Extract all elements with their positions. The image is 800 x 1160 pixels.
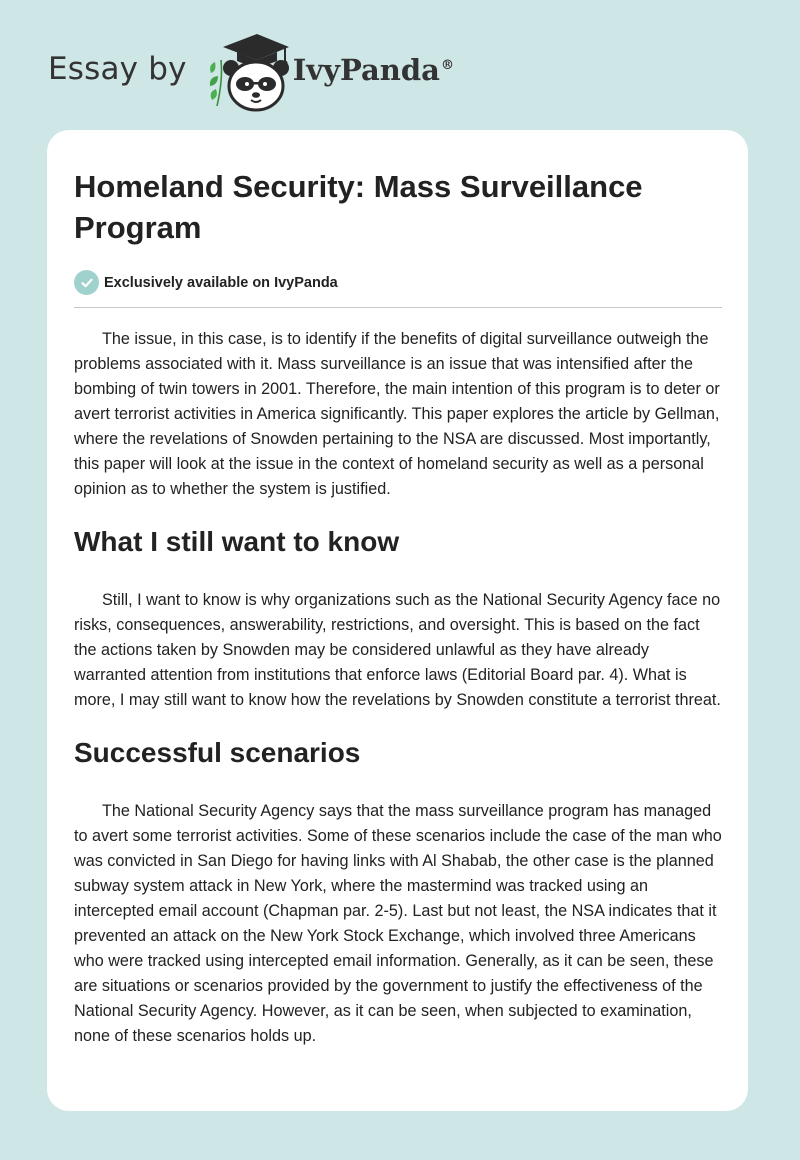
page-title: Homeland Security: Mass Surveillance Program xyxy=(74,169,643,245)
section-heading-successful-scenarios: Successful scenarios xyxy=(74,737,361,768)
section-paragraph-still-want-to-know: Still, I want to know is why organizations such as the National Security Agency face no risks, consequences, answerability, restrictions, and oversight. This is based on the fact the actions taken by Snowden may be considered unlawful as they have already warranted attention from institutions that enforce laws (Editorial Board par. 4). What is more, I may still want to know how the revelations by Snowden constitute a terrorist threat. xyxy=(74,591,721,709)
ivypanda-logo-icon xyxy=(201,32,291,112)
brand-prefix: Essay by xyxy=(48,51,187,87)
essay-card xyxy=(47,130,748,1111)
check-icon xyxy=(74,270,99,295)
exclusive-badge xyxy=(74,270,722,308)
exclusive-badge-label: Exclusively available on IvyPanda xyxy=(104,274,338,291)
intro-paragraph: The issue, in this case, is to identify if the benefits of digital surveillance outweigh the problems associated with it. Mass surveillance is an issue that was intensified after the bombing of twin towers in 2001. Therefore, the main intention of this program is to deter or avert terrorist activities in America significantly. This paper explores the article by Gellman, where the revelations of Snowden pertaining to the NSA are discussed. Most importantly, this paper will look at the issue in the context of homeland security as well as a personal opinion as to whether the system is justified. xyxy=(74,330,720,498)
brand-name: IvyPanda® xyxy=(292,53,454,87)
registered-mark: ® xyxy=(440,58,454,74)
section-paragraph-successful-scenarios: The National Security Agency says that the mass surveillance program has managed to avert some terrorist activities. Some of these scenarios include the case of the man who was convicted in San Diego for having links with Al Shabab, the other case is the planned subway system attack in New York, where the mastermind was tracked using an intercepted email account (Chapman par. 2-5). Last but not least, the NSA indicates that it prevented an attack on the New York Stock Exchange, which involved three Americans who were tracked using intercepted email information. Generally, as it can be seen, these are situations or scenarios provided by the government to justify the effectiveness of the National Security Agency. However, as it can be seen, when subjected to examination, none of these scenarios holds up. xyxy=(74,802,722,1045)
section-heading-still-want-to-know: What I still want to know xyxy=(74,526,400,557)
brand-header[interactable] xyxy=(48,32,454,112)
